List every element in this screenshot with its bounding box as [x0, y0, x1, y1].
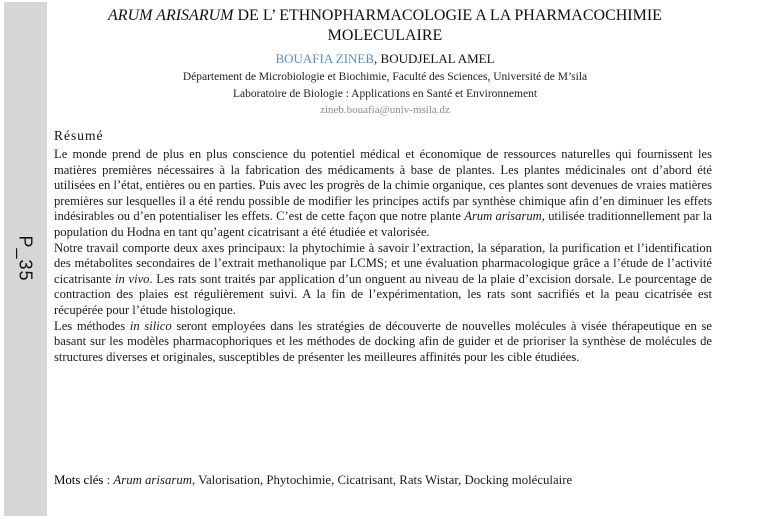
keywords-colon: : [103, 473, 114, 487]
title-line2: MOLECULAIRE [327, 27, 443, 44]
title-species-name: ARUM ARISARUM [108, 7, 234, 24]
author-first: BOUAFIA ZINEB [275, 51, 375, 66]
keyword-species: Arum arisarum [113, 473, 192, 487]
abstract-heading: Résumé [54, 128, 104, 143]
title-line1-rest: DE L’ ETHNOPHARMACOLOGIE A LA PHARMACOCHIMIE [233, 7, 662, 24]
keywords-label: Mots clés [54, 473, 104, 487]
author-list [60, 50, 710, 67]
author-second: BOUDJELAL AMEL [380, 51, 495, 66]
p3-text-b: seront employées dans les stratégies de découverte de nouvelles molécules à visée thérapeutique en se basant sur les modèles pharmacophoriques et les méthodes de docking afin de guider et de prioriser la synthèse de molécules de structures diverses et originales, susceptibles de présenter les meilleures affinités pour les cible étudiées. [54, 318, 712, 364]
p2-text-a: Notre travail comporte deux axes principaux: la phytochimie à savoir l’extraction, la séparation, la purification et l’identification des métabolites secondaires de l’extrait methanolique par LCMS; et une évaluation pharmacologique grâce a l’étude de l’activité cicatrisante [54, 240, 712, 286]
page-code-label: P_35 [15, 235, 36, 282]
author-separator: , [374, 51, 381, 66]
abstract-paragraph-2 [54, 241, 712, 319]
paper-title [60, 6, 710, 46]
affiliation-laboratory: Laboratoire de Biologie : Applications en Santé et Environnement [232, 88, 538, 100]
p1-species: Arum arisarum [464, 209, 542, 224]
p1-text-b: , utilisée traditionnellement par la population du Hodna en tant qu’agent cicatrisant a été étudiée et valorisée. [54, 209, 712, 239]
keywords-rest: , Valorisation, Phytochimie, Cicatrisant, Rats Wistar, Docking moléculaire [191, 473, 573, 487]
abstract-body [54, 147, 712, 365]
p2-invivo: in vivo [115, 271, 150, 286]
p1-text-a: Le monde prend de plus en plus conscience du potentiel médical et économique de ressources naturelles qui fournissent les matières premières nécessaires à la fabrication des médicaments à base de plantes. Les plantes médicinales ont d’abord été utilisées en l’état, entières ou en parties. Puis avec les progrès de la chimie organique, ces plantes sont devenues de vraies matières premières sur lesquelles il a été rendu possible de modifier les principes actifs par synthèse chimique afin d’en diminuer les effets indésirables ou d’en potentialiser les effets. C’est de cette façon que notre plante [54, 147, 712, 224]
abstract-paragraph-1 [54, 147, 712, 241]
affiliation-department: Département de Microbiologie et Biochimie, Faculté des Sciences, Université de M’sila [182, 71, 588, 83]
p3-text-a: Les méthodes [54, 318, 130, 333]
abstract-paragraph-3 [54, 319, 712, 366]
p3-insilico: in silico [129, 318, 172, 333]
keywords-line [54, 472, 712, 488]
p2-text-b: . Les rats sont traités par application d’un onguent au niveau de la plaie d’excision dorsale. Le pourcentage de contraction des plaies est régulièrement suivi. A la fin de l’expérimentation, les rats sont sacrifiés et la peau cicatrisée est récupérée pour l’étude histologique. [54, 271, 712, 317]
author-email: zineb.bouafia@univ-msila.dz [320, 104, 450, 116]
